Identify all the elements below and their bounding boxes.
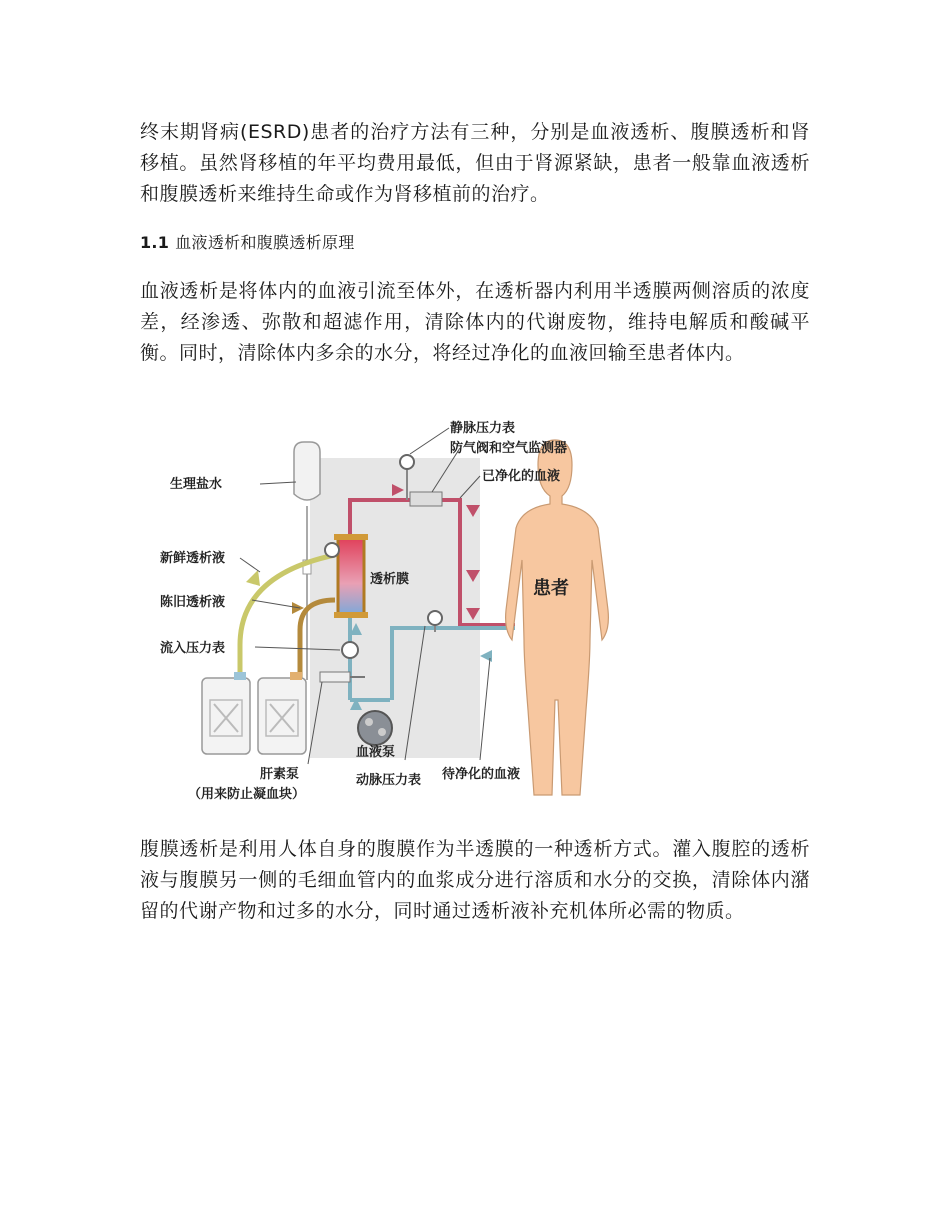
label-arterial-pressure: 动脉压力表 xyxy=(356,773,422,788)
label-saline: 生理盐水 xyxy=(170,477,223,492)
peritoneal-dialysis-paragraph: 腹膜透析是利用人体自身的腹膜作为半透膜的一种透析方式。灌入腹腔的透析液与腹膜另一侧的毛细血管内的血浆成分进行溶质和水分的交换，清除体内潴留的代谢产物和过多的水分，同时通过透析液补充机体所必需的物质。 xyxy=(140,838,810,922)
air-detector xyxy=(410,492,442,506)
label-fresh-dialysate: 新鲜透析液 xyxy=(160,551,226,566)
inflow-pressure-gauge xyxy=(342,642,358,658)
label-patient: 患者 xyxy=(533,578,569,599)
used-dialysate-jug xyxy=(258,672,306,754)
intro-paragraph: 终末期肾病(ESRD)患者的治疗方法有三种，分别是血液透析、腹膜透析和肾移植。虽然肾移植的年平均费用最低，但由于肾源紧缺，患者一般靠血液透析和腹膜透析来维持生命或作为肾移植前的治疗。 xyxy=(140,121,810,205)
section-heading xyxy=(140,230,355,253)
label-used-dialysate: 陈旧透析液 xyxy=(160,595,226,610)
label-blood-pump: 血液泵 xyxy=(356,745,396,760)
hemodialysis-paragraph: 血液透析是将体内的血液引流至体外，在透析器内利用半透膜两侧溶质的浓度差，经渗透、弥散和超滤作用，清除体内的代谢废物，维持电解质和酸碱平衡。同时，清除体内多余的水分，将经过净化的血液回输至患者体内。 xyxy=(140,280,810,364)
fresh-dialysate-jug xyxy=(202,672,250,754)
label-dialyzer: 透析膜 xyxy=(370,572,410,587)
machine-panel xyxy=(310,458,480,758)
label-heparin-pump: 肝素泵 xyxy=(260,767,300,782)
hemodialysis-diagram xyxy=(160,410,640,810)
dialysate-gauge xyxy=(325,543,339,557)
blood-pump xyxy=(358,711,392,745)
label-unpurified-blood: 待净化的血液 xyxy=(442,767,521,782)
section-title: 血液透析和腹膜透析原理 xyxy=(175,233,355,252)
label-inflow-pressure: 流入压力表 xyxy=(160,641,226,656)
label-air-detector: 防气阀和空气监测器 xyxy=(450,441,568,456)
label-venous-pressure: 静脉压力表 xyxy=(450,421,516,436)
label-purified-blood: 已净化的血液 xyxy=(482,469,561,484)
section-number: 1.1 xyxy=(140,233,170,252)
label-heparin-note: （用来防止凝血块） xyxy=(188,787,306,802)
patient-figure xyxy=(506,440,609,795)
